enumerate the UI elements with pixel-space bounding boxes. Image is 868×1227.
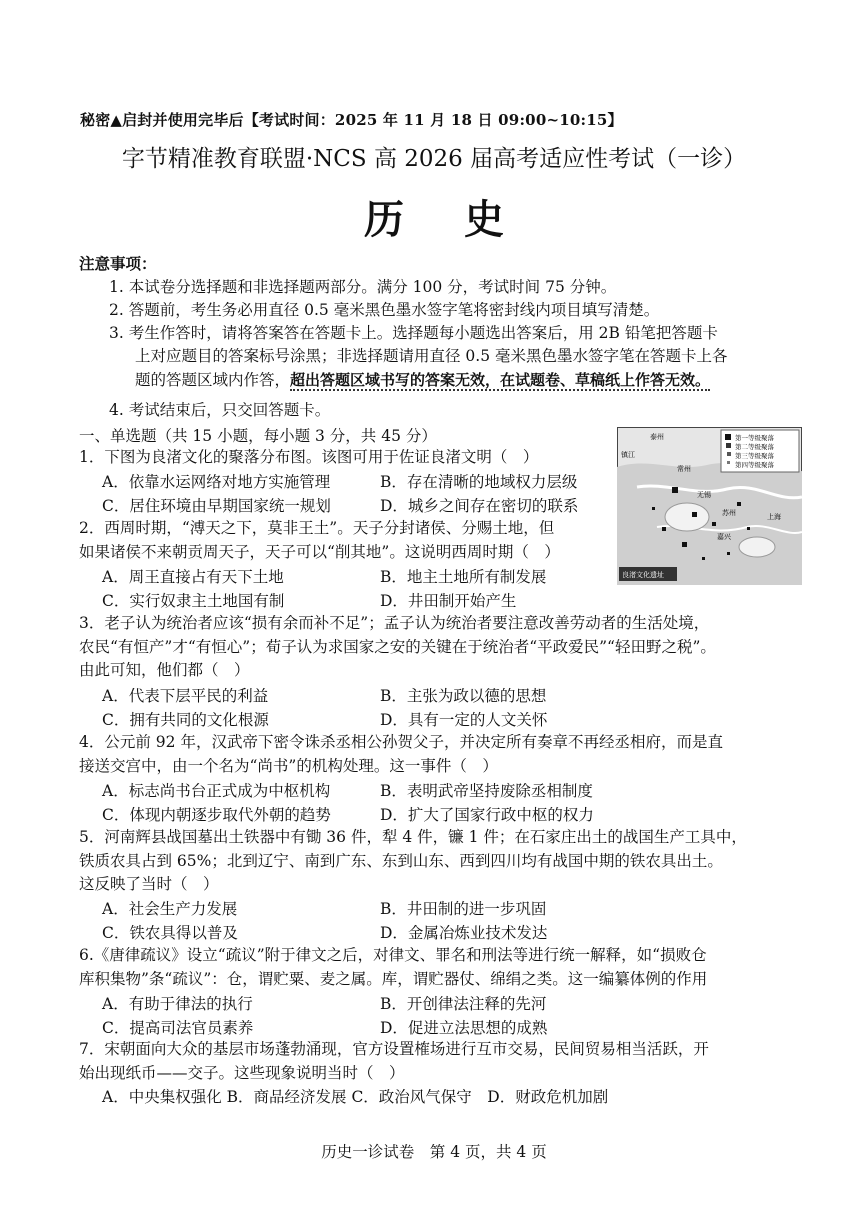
notice-item: 2. 答题前，考生务必用直径 0.5 毫米黑色墨水签字笔将密封线内项目填写清楚。 <box>109 301 660 319</box>
option-c: C．铁农具得以普及 <box>102 924 238 942</box>
question-stem: 铁质农具占到 65%；北到辽宁、南到广东、东到山东、西到四川均有战国中期的铁农具出土。 <box>79 851 723 870</box>
notice-text: 题的答题区域内作答， <box>135 371 291 389</box>
question-stem: 6.《唐律疏议》设立“疏议”附于律文之后，对律文、罪名和刑法等进行统一解释，如“损败仓 <box>79 946 707 964</box>
question-6 <box>79 944 804 991</box>
option-a: A．依靠水运网络对地方实施管理 <box>102 473 331 491</box>
notice-item: 3. 考生作答时，请将答案答在答题卡上。选择题每小题选出答案后，用 2B 铅笔把答题卡 <box>109 324 718 342</box>
notice-item: 4. 考试结束后，只交回答题卡。 <box>109 401 331 419</box>
map-legend-item: 第四等级聚落 <box>735 461 774 469</box>
map-legend-item: 第一等级聚落 <box>735 434 774 442</box>
question-stem: 1．下图为良渚文化的聚落分布图。该图可用于佐证良渚文明（ ） <box>79 448 539 466</box>
map-label: 上海 <box>767 513 781 521</box>
subject-title: 历史 <box>364 196 564 243</box>
map-legend-item: 第三等级聚落 <box>735 452 774 460</box>
question-4 <box>79 731 804 778</box>
option-d: D．金属冶炼业技术发达 <box>380 924 548 942</box>
map-caption: 良渚文化遗址 <box>622 571 664 579</box>
option-a: A．代表下层平民的利益 <box>102 687 269 705</box>
section-heading: 一、单选题（共 15 小题，每小题 3 分，共 45 分） <box>79 427 437 445</box>
options-line: A．中央集权强化 B．商品经济发展 C．政治风气保守 D．财政危机加剧 <box>102 1088 609 1106</box>
option-b: B．井田制的进一步巩固 <box>380 900 547 918</box>
question-stem: 库积集物”条“疏议”：仓，谓贮粟、麦之属。库，谓贮器仗、绵绢之类。这一编纂体例的作用 <box>79 969 708 988</box>
option-c: C．拥有共同的文化根源 <box>102 711 269 729</box>
option-c: C．实行奴隶主土地国有制 <box>102 592 285 610</box>
map-legend-item: 第二等级聚落 <box>735 443 774 451</box>
option-d: D．具有一定的人文关怀 <box>380 711 548 729</box>
settlement-map-figure <box>617 427 802 585</box>
option-a: A．周王直接占有天下土地 <box>102 568 284 586</box>
map-label: 嘉兴 <box>717 533 731 541</box>
option-d: D．城乡之间存在密切的联系 <box>380 497 579 515</box>
question-1 <box>79 446 609 470</box>
option-b: B．存在清晰的地域权力层级 <box>380 473 578 491</box>
option-c: C．提高司法官员素养 <box>102 1019 254 1037</box>
notice-emphasis: 超出答题区域书写的答案无效，在试题卷、草稿纸上作答无效。 <box>290 371 711 389</box>
map-label: 无锡 <box>697 491 711 499</box>
question-stem: 接送交宫中，由一个名为“尚书”的机构处理。这一事件（ ） <box>79 756 498 775</box>
exam-title: 字节精准教育联盟·NCS 高 2026 届高考适应性考试（一诊） <box>121 146 747 172</box>
option-b: B．主张为政以德的思想 <box>380 687 547 705</box>
option-b: B．开创律法注释的先河 <box>380 995 547 1013</box>
map-label: 泰州 <box>650 433 664 441</box>
option-c: C．体现内朝逐步取代外朝的趋势 <box>102 806 331 824</box>
question-stem: 农民“有恒产”才“有恒心”；荀子认为求国家之安的关键在于统治者“平政爱民”“轻田野之税”。 <box>79 637 716 656</box>
question-stem: 这反映了当时（ ） <box>79 875 219 893</box>
question-stem: 由此可知，他们都（ ） <box>79 661 250 679</box>
question-stem: 始出现纸币——交子。这些现象说明当时（ ） <box>79 1063 405 1082</box>
option-a: A．社会生产力发展 <box>102 900 238 918</box>
map-label: 镇江 <box>621 451 635 459</box>
option-a: A．有助于律法的执行 <box>102 995 253 1013</box>
question-stem: 3．老子认为统治者应该“损有余而补不足”；孟子认为统治者要注意改善劳动者的生活处境， <box>79 614 710 632</box>
page-footer: 历史一诊试卷 第 4 页，共 4 页 <box>321 1143 547 1161</box>
option-c: C．居住环境由早期国家统一规划 <box>102 497 331 515</box>
option-a: A．标志尚书台正式成为中枢机构 <box>102 782 331 800</box>
question-stem: 4．公元前 92 年，汉武帝下密令诛杀丞相公孙贺父子，并决定所有奏章不再经丞相府，而是直 <box>79 733 723 751</box>
notice-item: 1. 本试卷分选择题和非选择题两部分。满分 100 分，考试时间 75 分钟。 <box>109 278 617 296</box>
map-label: 苏州 <box>722 509 736 517</box>
option-b: B．表明武帝坚持废除丞相制度 <box>380 782 593 800</box>
question-stem: 7．宋朝面向大众的基层市场蓬勃涌现，官方设置榷场进行互市交易，民间贸易相当活跃，开 <box>79 1040 709 1058</box>
question-stem: 如果诸侯不来朝贡周天子，天子可以“削其地”。这说明西周时期（ ） <box>79 542 560 561</box>
confidential-notice: 秘密▲启封并使用完毕后【考试时间：2025 年 11 月 18 日 09:00~10:15】 <box>80 111 623 129</box>
question-stem: 2．西周时期，“溥天之下，莫非王土”。天子分封诸侯、分赐土地，但 <box>79 519 555 537</box>
notice-item-cont: 上对应题目的答案标号涂黑；非选择题请用直径 0.5 毫米黑色墨水签字笔在答题卡上各 <box>135 347 728 365</box>
question-5 <box>79 826 804 897</box>
option-d: D．促进立法思想的成熟 <box>380 1019 548 1037</box>
map-label: 常州 <box>677 465 691 473</box>
notice-heading: 注意事项： <box>79 254 157 273</box>
question-7 <box>79 1038 804 1085</box>
option-d: D．井田制开始产生 <box>380 592 517 610</box>
question-3 <box>79 612 804 683</box>
option-d: D．扩大了国家行政中枢的权力 <box>380 806 594 824</box>
question-2 <box>79 517 609 564</box>
notice-item-cont <box>109 369 825 392</box>
option-b: B．地主土地所有制发展 <box>380 568 547 586</box>
question-stem: 5．河南辉县战国墓出土铁器中有锄 36 件，犁 4 件，镰 1 件；在石家庄出土的战国生产工具中， <box>79 828 747 846</box>
